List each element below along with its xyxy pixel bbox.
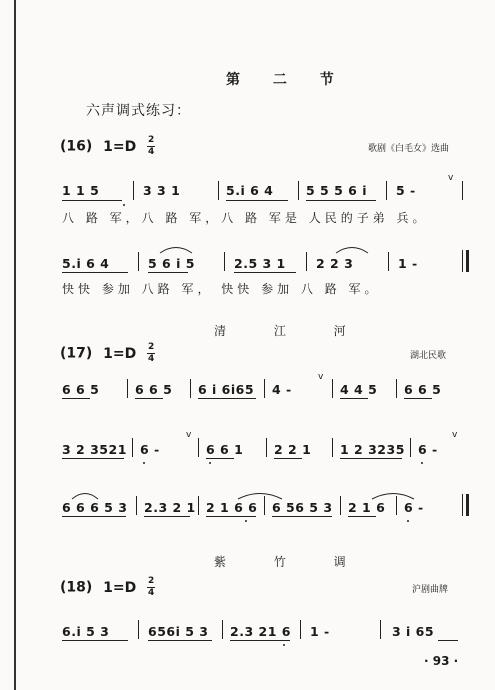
beam-underline <box>62 458 124 459</box>
measure: 5.i 6 4 <box>62 256 110 271</box>
beam-underline <box>62 398 90 399</box>
final-barline-thin <box>462 250 463 272</box>
measure: 1 1 5 <box>62 183 100 198</box>
barline <box>386 181 387 200</box>
slur <box>70 490 100 500</box>
measure: 5 6 i 5 <box>148 256 195 271</box>
measure: 3 2 3521 <box>62 442 127 457</box>
measure: 2 2 3 <box>316 256 354 271</box>
beam-underline <box>206 516 256 517</box>
barline <box>138 620 139 639</box>
low-octave-dot <box>245 520 247 522</box>
slur <box>236 490 284 500</box>
barline <box>198 438 199 457</box>
page-number: · 93 · <box>424 654 459 668</box>
barline <box>266 438 267 457</box>
low-octave-dot <box>123 204 125 206</box>
barline <box>138 252 139 271</box>
barline <box>136 496 137 515</box>
barline <box>380 620 381 639</box>
measure: 4 - <box>272 382 292 397</box>
barline <box>462 181 463 200</box>
measure: 6 6 5 <box>62 382 100 397</box>
beam-underline <box>404 398 432 399</box>
breath-mark: v <box>318 372 324 382</box>
beam-underline <box>62 640 128 641</box>
beam-underline <box>148 640 212 641</box>
ex18-header <box>60 577 155 598</box>
breath-mark: v <box>448 173 454 183</box>
barline <box>340 496 341 515</box>
low-octave-dot <box>143 462 145 464</box>
beam-underline <box>340 398 368 399</box>
ex17-time-signature: $\frac{2}{4}$ <box>147 342 155 364</box>
barline <box>332 379 333 398</box>
measure: 6 - <box>418 442 438 457</box>
beam-underline <box>348 516 376 517</box>
exercise-heading: 六声调式练习： <box>86 103 191 119</box>
measure: 2 2 1 <box>274 442 312 457</box>
barline <box>264 379 265 398</box>
slur <box>370 490 416 500</box>
measure: 5.i 6 4 <box>226 183 274 198</box>
barline <box>132 438 133 457</box>
ex17-source: 湖北民歌 <box>410 351 447 361</box>
ex17-header <box>60 343 155 364</box>
measure: 1 - <box>398 256 418 271</box>
slur <box>334 244 370 254</box>
barline <box>133 181 134 200</box>
beam-underline <box>340 458 402 459</box>
beam-underline <box>148 272 188 273</box>
barline <box>224 252 225 271</box>
beam-underline <box>144 516 190 517</box>
breath-mark: v <box>186 430 192 440</box>
ex16-number: (16) <box>60 138 93 155</box>
ex18-number: (18) <box>60 579 93 596</box>
ex16-header <box>60 136 155 157</box>
ex16-source: 歌剧《白毛女》选曲 <box>368 144 450 154</box>
measure: 6 56 5 3 <box>272 500 333 515</box>
breath-mark: v <box>452 430 458 440</box>
measure: 6 - <box>140 442 160 457</box>
low-octave-dot <box>421 462 423 464</box>
binding-edge-line <box>14 0 16 690</box>
beam-underline <box>62 200 122 201</box>
barline <box>198 496 199 515</box>
measure: 2.5 3 1 <box>234 256 286 271</box>
ex16-key: 1=D <box>103 138 137 155</box>
barline <box>190 379 191 398</box>
beam-underline <box>62 516 126 517</box>
low-octave-dot <box>209 462 211 464</box>
beam-underline <box>234 272 296 273</box>
section-title: 第 二 节 <box>226 72 348 88</box>
measure: 6 6 1 <box>206 442 244 457</box>
beam-underline <box>62 272 128 273</box>
ex16-time-signature: $\frac{2}{4}$ <box>147 135 155 157</box>
measure: 6 - <box>404 500 424 515</box>
measure: 656i 5 3 <box>148 624 209 639</box>
measure: 6 6 6 5 3 <box>62 500 128 515</box>
measure: 5 5 5 6 i <box>306 183 367 198</box>
measure: 1 - <box>310 624 330 639</box>
ex18-time-signature: $\frac{2}{4}$ <box>147 576 155 598</box>
barline <box>332 438 333 457</box>
barline <box>222 620 223 639</box>
barline <box>410 438 411 457</box>
measure: 6 6 5 <box>404 382 442 397</box>
beam-underline <box>135 398 163 399</box>
beam-underline <box>438 640 458 641</box>
low-octave-dot <box>407 520 409 522</box>
measure: 2.3 21 6 <box>230 624 291 639</box>
barline <box>300 620 301 639</box>
ex17-key: 1=D <box>103 345 137 362</box>
beam-underline <box>272 516 332 517</box>
beam-underline <box>226 200 288 201</box>
beam-underline <box>230 640 290 641</box>
measure: 2 1 6 6 <box>206 500 258 515</box>
final-barline-thick <box>466 494 469 516</box>
beam-underline <box>274 458 302 459</box>
measure: 6.i 5 3 <box>62 624 110 639</box>
ex16-row1-lyrics: 八 路 军，八 路 军，八 路 军是 人民的子弟 兵。 <box>62 211 429 225</box>
barline <box>298 181 299 200</box>
low-octave-dot <box>283 644 285 646</box>
barline <box>396 379 397 398</box>
barline <box>127 379 128 398</box>
ex16-row2-lyrics: 快快 参加 八路 军， 快快 参加 八 路 军。 <box>62 282 381 296</box>
beam-underline <box>198 398 256 399</box>
barline <box>306 252 307 271</box>
measure: 6 6 5 <box>135 382 173 397</box>
ex17-number: (17) <box>60 345 93 362</box>
ex18-source: 沪剧曲牌 <box>412 585 449 595</box>
measure: 3 3 1 <box>143 183 181 198</box>
ex18-title: 紫 竹 调 <box>214 555 368 569</box>
final-barline-thin <box>462 494 463 516</box>
ex18-key: 1=D <box>103 579 137 596</box>
measure: 2.3 2 1 <box>144 500 196 515</box>
final-barline-thick <box>466 250 469 272</box>
measure: 1 2 3235 <box>340 442 405 457</box>
measure: 6 i 6i65 <box>198 382 255 397</box>
measure: 3 i 65 <box>392 624 435 639</box>
ex17-title: 清 江 河 <box>214 324 368 338</box>
barline <box>388 252 389 271</box>
slur <box>158 244 194 254</box>
beam-underline <box>306 200 376 201</box>
beam-underline <box>206 458 234 459</box>
measure: 2 1 6 <box>348 500 386 515</box>
barline <box>218 181 219 200</box>
measure: 4 4 5 <box>340 382 378 397</box>
measure: 5 - <box>396 183 416 198</box>
